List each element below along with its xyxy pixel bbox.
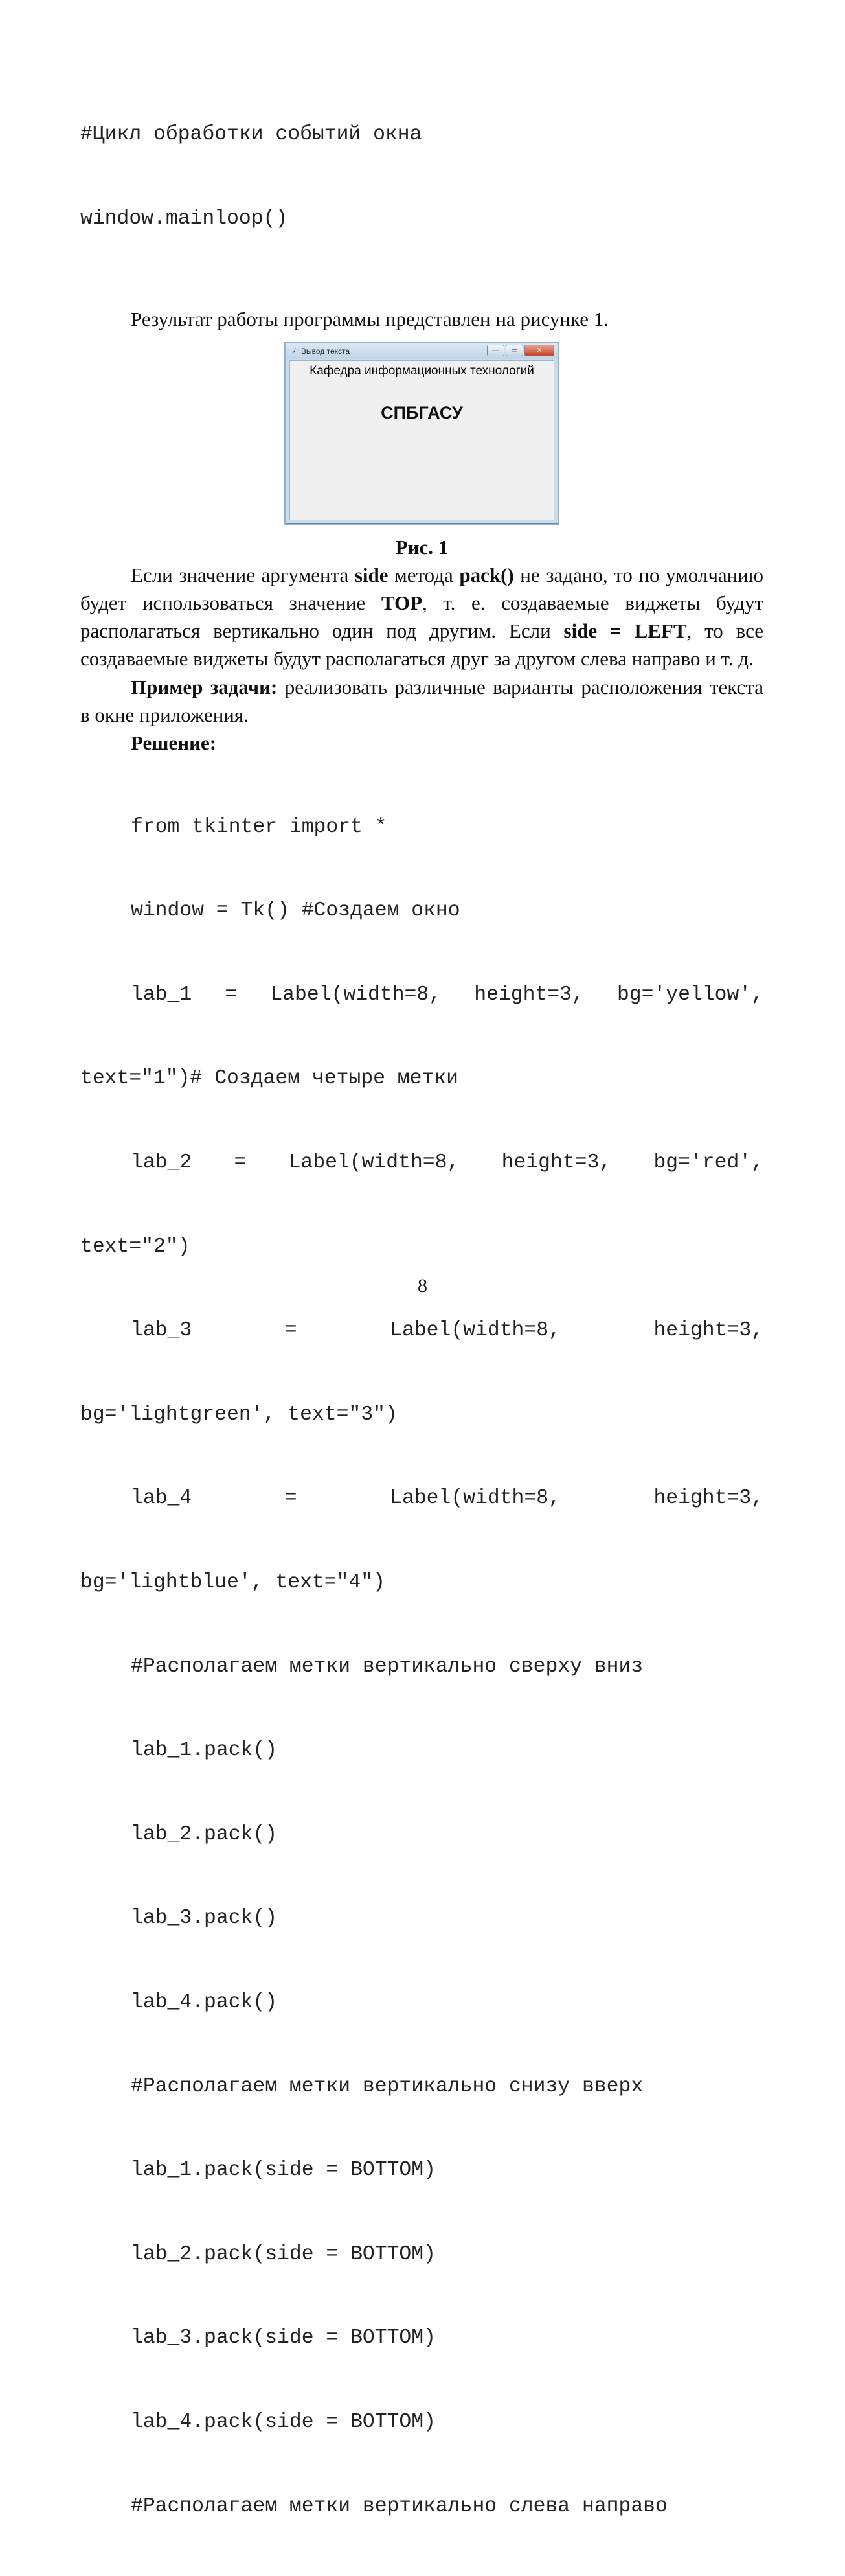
- task-label: Пример задачи:: [131, 675, 278, 698]
- intro-paragraph: Результат работы программы представлен на рисунке 1.: [131, 307, 609, 330]
- code-line: [80, 981, 763, 1009]
- tk-window-screenshot: [284, 342, 559, 525]
- text-run: Если значение аргумента: [131, 563, 355, 586]
- code-line: [80, 1149, 763, 1177]
- code-line: from tkinter import *: [131, 815, 387, 838]
- code-token: =: [225, 983, 238, 1006]
- keyword-side: side: [354, 563, 389, 586]
- keyword-top: TOP: [381, 592, 423, 614]
- figure-caption: Рис. 1: [395, 535, 449, 558]
- keyword-pack: pack(): [459, 563, 514, 586]
- code-token: Label(width=8,: [288, 1151, 460, 1174]
- window-controls: [487, 345, 554, 356]
- code-line: [80, 1484, 763, 1512]
- code-block-main: [80, 757, 763, 2576]
- page-content: [80, 65, 763, 2576]
- code-token: Label(width=8,: [390, 1487, 561, 1510]
- code-block-top: [80, 65, 763, 289]
- window-client-area: [289, 360, 554, 520]
- label-department: Кафедра информационных технологий: [310, 363, 534, 378]
- code-token: height=3,: [653, 1487, 763, 1510]
- solution-heading: [80, 729, 763, 757]
- code-token: bg='red',: [653, 1151, 763, 1174]
- code-token: Label(width=8,: [390, 1319, 561, 1342]
- code-token: =: [284, 1487, 297, 1510]
- minimize-icon: —: [487, 345, 504, 356]
- feather-icon: [291, 347, 297, 355]
- code-comment: #Располагаем метки вертикально слева направо: [131, 2494, 668, 2518]
- code-token: lab_3: [131, 1319, 192, 1342]
- paragraph-task-example: [80, 673, 763, 729]
- code-token: lab_1: [131, 983, 192, 1006]
- code-line: [80, 1317, 763, 1344]
- text-run: , то все создаваемые виджеты будут располагаться друг за другом слева направо и т. д.: [80, 619, 763, 671]
- paragraph-side-argument: [80, 561, 763, 673]
- text-run: реализовать различные варианты расположения текста в окне приложения.: [80, 675, 763, 726]
- text-run: , т. е. создаваемые виджеты будут располагаться вертикально один под другим. Если: [80, 592, 763, 643]
- code-line: lab_1.pack(): [131, 1739, 278, 1762]
- code-token: =: [234, 1151, 247, 1174]
- code-line: #Цикл обработки событий окна: [80, 123, 422, 146]
- code-token: height=3,: [653, 1319, 763, 1342]
- code-token: lab_4: [131, 1487, 192, 1510]
- code-line: lab_1.pack(side = BOTTOM): [131, 2159, 436, 2182]
- maximize-icon: ▭: [506, 345, 523, 356]
- code-line: lab_3.pack(side = BOTTOM): [131, 2327, 436, 2350]
- code-token: =: [284, 1319, 297, 1342]
- code-line: window = Tk() #Создаем окно: [131, 899, 460, 923]
- code-line: lab_3.pack(): [131, 1907, 278, 1930]
- code-line: lab_2.pack(): [131, 1823, 278, 1846]
- code-line: text="2"): [80, 1235, 190, 1258]
- code-line: window.mainloop(): [80, 207, 288, 230]
- window-title: Вывод текста: [301, 346, 350, 356]
- code-line: text="1")# Создаем четыре метки: [80, 1067, 458, 1090]
- text-run: метода: [388, 563, 460, 586]
- code-token: height=3,: [501, 1151, 612, 1174]
- code-line: lab_4.pack(): [131, 1990, 278, 2014]
- keyword-side-left: side = LEFT: [563, 619, 687, 643]
- solution-label: Решение:: [131, 731, 217, 755]
- code-token: height=3,: [474, 983, 584, 1006]
- close-icon: ✕: [524, 345, 554, 356]
- code-comment: #Располагаем метки вертикально сверху вниз: [131, 1655, 644, 1678]
- code-line: lab_4.pack(side = BOTTOM): [131, 2410, 436, 2433]
- code-token: bg='yellow',: [616, 983, 763, 1006]
- code-line: bg='lightblue', text="4"): [80, 1570, 385, 1594]
- label-university: СПБГАСУ: [381, 402, 463, 422]
- text-run: не задано, то по умолчанию будет использоваться значение: [80, 563, 764, 614]
- code-token: lab_2: [131, 1151, 192, 1174]
- code-comment: #Располагаем метки вертикально снизу вверх: [131, 2075, 644, 2098]
- page-number: 8: [418, 1275, 427, 1296]
- code-token: Label(width=8,: [270, 983, 442, 1006]
- code-line: bg='lightgreen', text="3"): [80, 1403, 398, 1426]
- figure-1: [80, 342, 763, 525]
- code-line: lab_2.pack(side = BOTTOM): [131, 2242, 436, 2266]
